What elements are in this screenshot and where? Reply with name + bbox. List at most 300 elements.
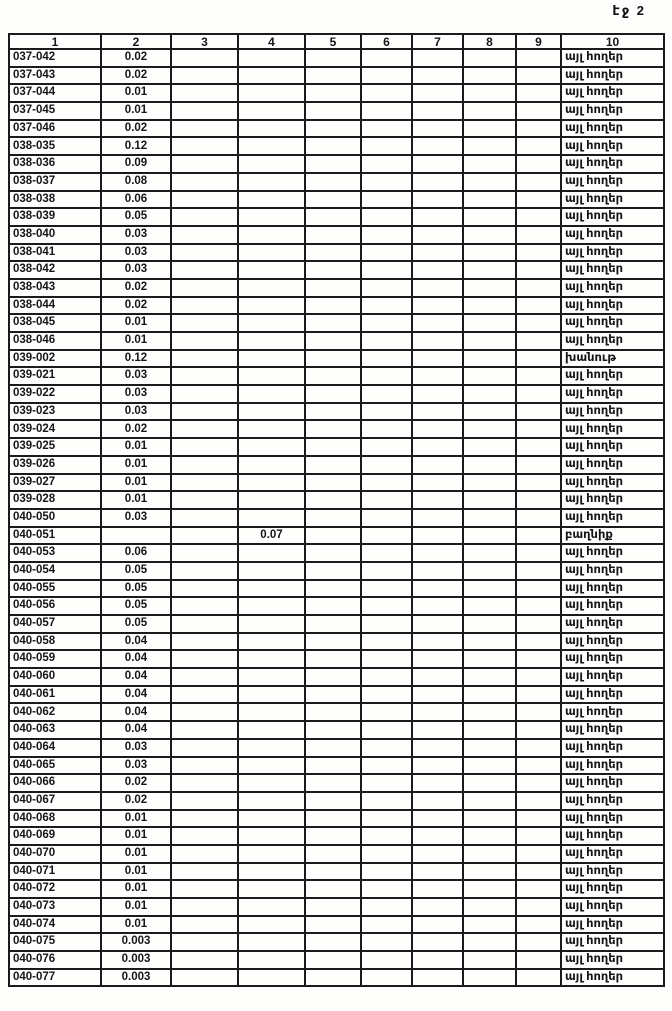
cell-empty — [516, 863, 561, 881]
table-row — [9, 916, 664, 934]
cell-land-type: այլ հողեր — [561, 261, 664, 279]
table-row — [9, 244, 664, 262]
cell-parcel-code: 039-026 — [9, 456, 101, 474]
cell-empty — [516, 297, 561, 315]
cell-empty — [361, 703, 412, 721]
cell-area-value-col4 — [238, 279, 305, 297]
cell-empty — [463, 898, 516, 916]
cell-empty — [412, 544, 463, 562]
cell-empty — [516, 650, 561, 668]
cell-area-value-col4 — [238, 456, 305, 474]
page-number-label: էջ 2 — [612, 3, 646, 18]
table-row — [9, 456, 664, 474]
cell-parcel-code: 038-036 — [9, 155, 101, 173]
cell-empty — [412, 191, 463, 209]
cell-empty — [412, 403, 463, 421]
cell-land-type: այլ հողեր — [561, 580, 664, 598]
cell-empty — [171, 332, 238, 350]
cell-empty — [305, 827, 361, 845]
cell-parcel-code: 040-065 — [9, 757, 101, 775]
cell-empty — [361, 102, 412, 120]
cell-empty — [412, 367, 463, 385]
cell-area-value: 0.01 — [101, 827, 171, 845]
cell-empty — [361, 120, 412, 138]
cell-empty — [412, 827, 463, 845]
cell-empty — [305, 67, 361, 85]
cell-land-type: այլ հողեր — [561, 102, 664, 120]
table-row — [9, 757, 664, 775]
cell-parcel-code: 038-035 — [9, 137, 101, 155]
cell-empty — [305, 385, 361, 403]
table-header-row — [9, 34, 664, 49]
cell-area-value: 0.05 — [101, 597, 171, 615]
table-row — [9, 420, 664, 438]
cell-parcel-code: 039-021 — [9, 367, 101, 385]
cell-empty — [305, 668, 361, 686]
cell-empty — [463, 279, 516, 297]
cell-empty — [463, 67, 516, 85]
cell-land-type: այլ հողեր — [561, 173, 664, 191]
cell-area-value-col4 — [238, 721, 305, 739]
table-row — [9, 951, 664, 969]
cell-empty — [305, 102, 361, 120]
cell-empty — [171, 633, 238, 651]
column-header-5: 5 — [305, 34, 361, 49]
table-row — [9, 686, 664, 704]
cell-parcel-code: 039-023 — [9, 403, 101, 421]
cell-empty — [463, 810, 516, 828]
table-row — [9, 67, 664, 85]
cell-empty — [305, 191, 361, 209]
cell-empty — [171, 615, 238, 633]
cell-empty — [305, 916, 361, 934]
cell-empty — [171, 102, 238, 120]
cell-area-value-col4 — [238, 438, 305, 456]
cell-empty — [361, 438, 412, 456]
cell-empty — [463, 297, 516, 315]
cell-area-value-col4 — [238, 863, 305, 881]
cell-land-type: այլ հողեր — [561, 721, 664, 739]
cell-empty — [516, 597, 561, 615]
cell-empty — [171, 314, 238, 332]
cell-area-value: 0.12 — [101, 350, 171, 368]
cell-empty — [171, 509, 238, 527]
cell-empty — [361, 84, 412, 102]
cell-empty — [305, 244, 361, 262]
cell-area-value — [101, 527, 171, 545]
cell-empty — [305, 474, 361, 492]
cell-empty — [361, 474, 412, 492]
cell-land-type: այլ հողեր — [561, 49, 664, 67]
cell-empty — [463, 721, 516, 739]
cell-empty — [412, 350, 463, 368]
cell-empty — [516, 332, 561, 350]
cell-parcel-code: 038-044 — [9, 297, 101, 315]
cell-empty — [463, 491, 516, 509]
cell-empty — [305, 845, 361, 863]
cell-area-value-col4 — [238, 650, 305, 668]
table-row — [9, 544, 664, 562]
cell-empty — [463, 916, 516, 934]
cell-area-value-col4 — [238, 580, 305, 598]
cell-empty — [463, 562, 516, 580]
cell-empty — [361, 721, 412, 739]
cell-area-value: 0.03 — [101, 385, 171, 403]
cell-empty — [171, 173, 238, 191]
cell-area-value: 0.01 — [101, 456, 171, 474]
cell-empty — [463, 438, 516, 456]
cell-land-type: այլ հողեր — [561, 491, 664, 509]
cell-empty — [412, 244, 463, 262]
cell-parcel-code: 038-042 — [9, 261, 101, 279]
cell-empty — [516, 420, 561, 438]
cell-empty — [463, 580, 516, 598]
cell-empty — [171, 774, 238, 792]
table-row — [9, 562, 664, 580]
cell-empty — [305, 509, 361, 527]
cell-empty — [171, 527, 238, 545]
cell-empty — [361, 633, 412, 651]
cell-land-type: այլ հողեր — [561, 84, 664, 102]
cell-area-value: 0.01 — [101, 491, 171, 509]
cell-empty — [361, 863, 412, 881]
cell-empty — [361, 509, 412, 527]
cell-parcel-code: 037-046 — [9, 120, 101, 138]
cell-empty — [171, 650, 238, 668]
table-row — [9, 668, 664, 686]
table-row — [9, 438, 664, 456]
cell-parcel-code: 040-053 — [9, 544, 101, 562]
cell-land-type: այլ հողեր — [561, 385, 664, 403]
cell-empty — [516, 615, 561, 633]
cell-empty — [463, 350, 516, 368]
cell-land-type: այլ հողեր — [561, 898, 664, 916]
cell-empty — [516, 757, 561, 775]
cell-empty — [361, 615, 412, 633]
cell-empty — [412, 226, 463, 244]
cell-area-value: 0.02 — [101, 279, 171, 297]
table-row — [9, 49, 664, 67]
cell-empty — [463, 226, 516, 244]
cell-empty — [516, 580, 561, 598]
cell-empty — [412, 120, 463, 138]
cell-empty — [361, 491, 412, 509]
cell-empty — [305, 757, 361, 775]
cell-area-value-col4 — [238, 332, 305, 350]
cell-empty — [463, 969, 516, 987]
cell-empty — [171, 810, 238, 828]
cell-empty — [361, 155, 412, 173]
table-row — [9, 933, 664, 951]
cell-land-type: այլ հողեր — [561, 456, 664, 474]
cell-area-value: 0.12 — [101, 137, 171, 155]
cell-area-value-col4 — [238, 544, 305, 562]
cell-empty — [305, 137, 361, 155]
table-row — [9, 739, 664, 757]
cell-empty — [463, 509, 516, 527]
cell-parcel-code: 040-071 — [9, 863, 101, 881]
cell-area-value: 0.06 — [101, 191, 171, 209]
cell-parcel-code: 039-024 — [9, 420, 101, 438]
cell-empty — [412, 721, 463, 739]
cell-parcel-code: 040-059 — [9, 650, 101, 668]
cell-parcel-code: 040-069 — [9, 827, 101, 845]
cell-empty — [361, 933, 412, 951]
cell-area-value-col4 — [238, 509, 305, 527]
cell-empty — [516, 739, 561, 757]
cell-empty — [361, 686, 412, 704]
cell-empty — [171, 721, 238, 739]
cell-land-type: այլ հողեր — [561, 67, 664, 85]
cell-parcel-code: 040-060 — [9, 668, 101, 686]
cell-land-type: այլ հողեր — [561, 509, 664, 527]
cell-empty — [412, 297, 463, 315]
cell-parcel-code: 039-022 — [9, 385, 101, 403]
cell-parcel-code: 039-002 — [9, 350, 101, 368]
table-row — [9, 332, 664, 350]
cell-empty — [305, 597, 361, 615]
cell-area-value: 0.06 — [101, 544, 171, 562]
table-row — [9, 350, 664, 368]
cell-empty — [305, 491, 361, 509]
table-row — [9, 474, 664, 492]
cell-area-value: 0.04 — [101, 633, 171, 651]
cell-empty — [463, 314, 516, 332]
cell-empty — [516, 933, 561, 951]
cell-empty — [516, 527, 561, 545]
cell-land-type: այլ հողեր — [561, 845, 664, 863]
cell-empty — [516, 208, 561, 226]
cell-empty — [516, 633, 561, 651]
cell-empty — [412, 562, 463, 580]
cell-area-value-col4 — [238, 933, 305, 951]
table-row — [9, 84, 664, 102]
cell-parcel-code: 040-061 — [9, 686, 101, 704]
cell-empty — [305, 969, 361, 987]
cell-empty — [412, 951, 463, 969]
cell-empty — [171, 668, 238, 686]
cell-land-type: այլ հողեր — [561, 191, 664, 209]
cell-empty — [361, 226, 412, 244]
cell-empty — [361, 880, 412, 898]
cell-empty — [171, 898, 238, 916]
cell-empty — [361, 951, 412, 969]
cell-empty — [412, 137, 463, 155]
cell-empty — [516, 49, 561, 67]
cell-land-type: այլ հողեր — [561, 420, 664, 438]
cell-empty — [463, 261, 516, 279]
cell-area-value-col4 — [238, 191, 305, 209]
cell-empty — [463, 686, 516, 704]
cell-empty — [361, 350, 412, 368]
column-header-2: 2 — [101, 34, 171, 49]
table-row — [9, 969, 664, 987]
table-row — [9, 367, 664, 385]
cell-empty — [361, 969, 412, 987]
cell-empty — [516, 827, 561, 845]
cell-parcel-code: 040-063 — [9, 721, 101, 739]
table-row — [9, 491, 664, 509]
cell-area-value: 0.01 — [101, 845, 171, 863]
cell-land-type: այլ հողեր — [561, 297, 664, 315]
cell-area-value: 0.02 — [101, 297, 171, 315]
cell-empty — [412, 509, 463, 527]
cell-area-value: 0.01 — [101, 898, 171, 916]
cell-empty — [305, 350, 361, 368]
cell-empty — [361, 49, 412, 67]
cell-empty — [361, 403, 412, 421]
cell-land-type: այլ հողեր — [561, 155, 664, 173]
cell-empty — [361, 668, 412, 686]
cell-parcel-code: 040-056 — [9, 597, 101, 615]
cell-empty — [361, 597, 412, 615]
cell-empty — [516, 102, 561, 120]
cell-area-value: 0.03 — [101, 367, 171, 385]
cell-area-value: 0.03 — [101, 403, 171, 421]
table-row — [9, 827, 664, 845]
cell-area-value-col4 — [238, 208, 305, 226]
cell-land-type: այլ հողեր — [561, 969, 664, 987]
cell-empty — [305, 314, 361, 332]
cell-area-value: 0.03 — [101, 509, 171, 527]
column-header-8: 8 — [463, 34, 516, 49]
cell-empty — [412, 155, 463, 173]
cell-land-type: այլ հողեր — [561, 244, 664, 262]
cell-empty — [463, 845, 516, 863]
cell-area-value: 0.03 — [101, 244, 171, 262]
cell-empty — [412, 898, 463, 916]
cell-empty — [412, 474, 463, 492]
cell-empty — [412, 438, 463, 456]
cell-area-value: 0.02 — [101, 792, 171, 810]
cell-parcel-code: 040-055 — [9, 580, 101, 598]
cell-parcel-code: 038-045 — [9, 314, 101, 332]
cell-land-type: այլ հողեր — [561, 633, 664, 651]
cell-land-type: այլ հողեր — [561, 668, 664, 686]
cell-empty — [361, 650, 412, 668]
cell-empty — [412, 102, 463, 120]
cell-area-value-col4 — [238, 739, 305, 757]
cell-empty — [171, 208, 238, 226]
cell-empty — [412, 456, 463, 474]
cell-empty — [171, 137, 238, 155]
cell-empty — [516, 509, 561, 527]
table-row — [9, 527, 664, 545]
cell-parcel-code: 040-057 — [9, 615, 101, 633]
cell-area-value: 0.05 — [101, 208, 171, 226]
cell-area-value: 0.01 — [101, 84, 171, 102]
cell-empty — [171, 155, 238, 173]
cell-land-type: այլ հողեր — [561, 686, 664, 704]
cell-empty — [463, 863, 516, 881]
cell-area-value-col4 — [238, 880, 305, 898]
cell-empty — [516, 155, 561, 173]
cell-empty — [412, 332, 463, 350]
cell-parcel-code: 037-042 — [9, 49, 101, 67]
cell-empty — [305, 332, 361, 350]
cell-empty — [412, 686, 463, 704]
cell-empty — [463, 739, 516, 757]
cell-empty — [361, 208, 412, 226]
cell-empty — [516, 969, 561, 987]
cell-empty — [361, 739, 412, 757]
cell-parcel-code: 040-051 — [9, 527, 101, 545]
cell-area-value: 0.09 — [101, 155, 171, 173]
cell-area-value-col4 — [238, 686, 305, 704]
cell-land-type: այլ հողեր — [561, 650, 664, 668]
cell-land-type: այլ հողեր — [561, 810, 664, 828]
cell-empty — [463, 456, 516, 474]
cell-area-value-col4 — [238, 244, 305, 262]
cell-parcel-code: 038-040 — [9, 226, 101, 244]
cell-empty — [171, 739, 238, 757]
cell-area-value: 0.003 — [101, 969, 171, 987]
cell-empty — [305, 933, 361, 951]
cell-empty — [412, 969, 463, 987]
cell-empty — [305, 792, 361, 810]
cell-area-value-col4 — [238, 226, 305, 244]
table-row — [9, 314, 664, 332]
cell-empty — [412, 420, 463, 438]
table-row — [9, 792, 664, 810]
cell-empty — [463, 474, 516, 492]
cell-empty — [412, 739, 463, 757]
cell-area-value-col4 — [238, 67, 305, 85]
cell-area-value-col4 — [238, 314, 305, 332]
cell-area-value-col4 — [238, 367, 305, 385]
cell-empty — [361, 332, 412, 350]
cell-empty — [463, 668, 516, 686]
cell-area-value-col4 — [238, 49, 305, 67]
cell-area-value: 0.02 — [101, 67, 171, 85]
cell-land-type: այլ հողեր — [561, 757, 664, 775]
cell-area-value: 0.01 — [101, 314, 171, 332]
cell-empty — [516, 880, 561, 898]
cell-area-value: 0.03 — [101, 261, 171, 279]
cell-empty — [516, 350, 561, 368]
cell-empty — [171, 792, 238, 810]
cell-empty — [171, 438, 238, 456]
cell-empty — [516, 261, 561, 279]
cell-area-value-col4 — [238, 137, 305, 155]
cell-empty — [171, 544, 238, 562]
cell-parcel-code: 037-044 — [9, 84, 101, 102]
table-row — [9, 173, 664, 191]
cell-empty — [516, 491, 561, 509]
cell-empty — [361, 544, 412, 562]
cell-parcel-code: 039-028 — [9, 491, 101, 509]
table-row — [9, 810, 664, 828]
cell-empty — [412, 261, 463, 279]
cell-area-value-col4 — [238, 633, 305, 651]
cell-parcel-code: 040-070 — [9, 845, 101, 863]
cell-empty — [305, 951, 361, 969]
cell-empty — [516, 137, 561, 155]
cell-empty — [305, 367, 361, 385]
cell-empty — [305, 544, 361, 562]
cell-parcel-code: 038-046 — [9, 332, 101, 350]
cell-parcel-code: 040-062 — [9, 703, 101, 721]
cell-empty — [516, 84, 561, 102]
cell-empty — [463, 597, 516, 615]
cell-empty — [361, 385, 412, 403]
cell-empty — [171, 969, 238, 987]
cell-area-value-col4 — [238, 810, 305, 828]
cell-empty — [516, 403, 561, 421]
cell-parcel-code: 037-045 — [9, 102, 101, 120]
cell-land-type: այլ հողեր — [561, 792, 664, 810]
cell-land-type: այլ հողեր — [561, 562, 664, 580]
